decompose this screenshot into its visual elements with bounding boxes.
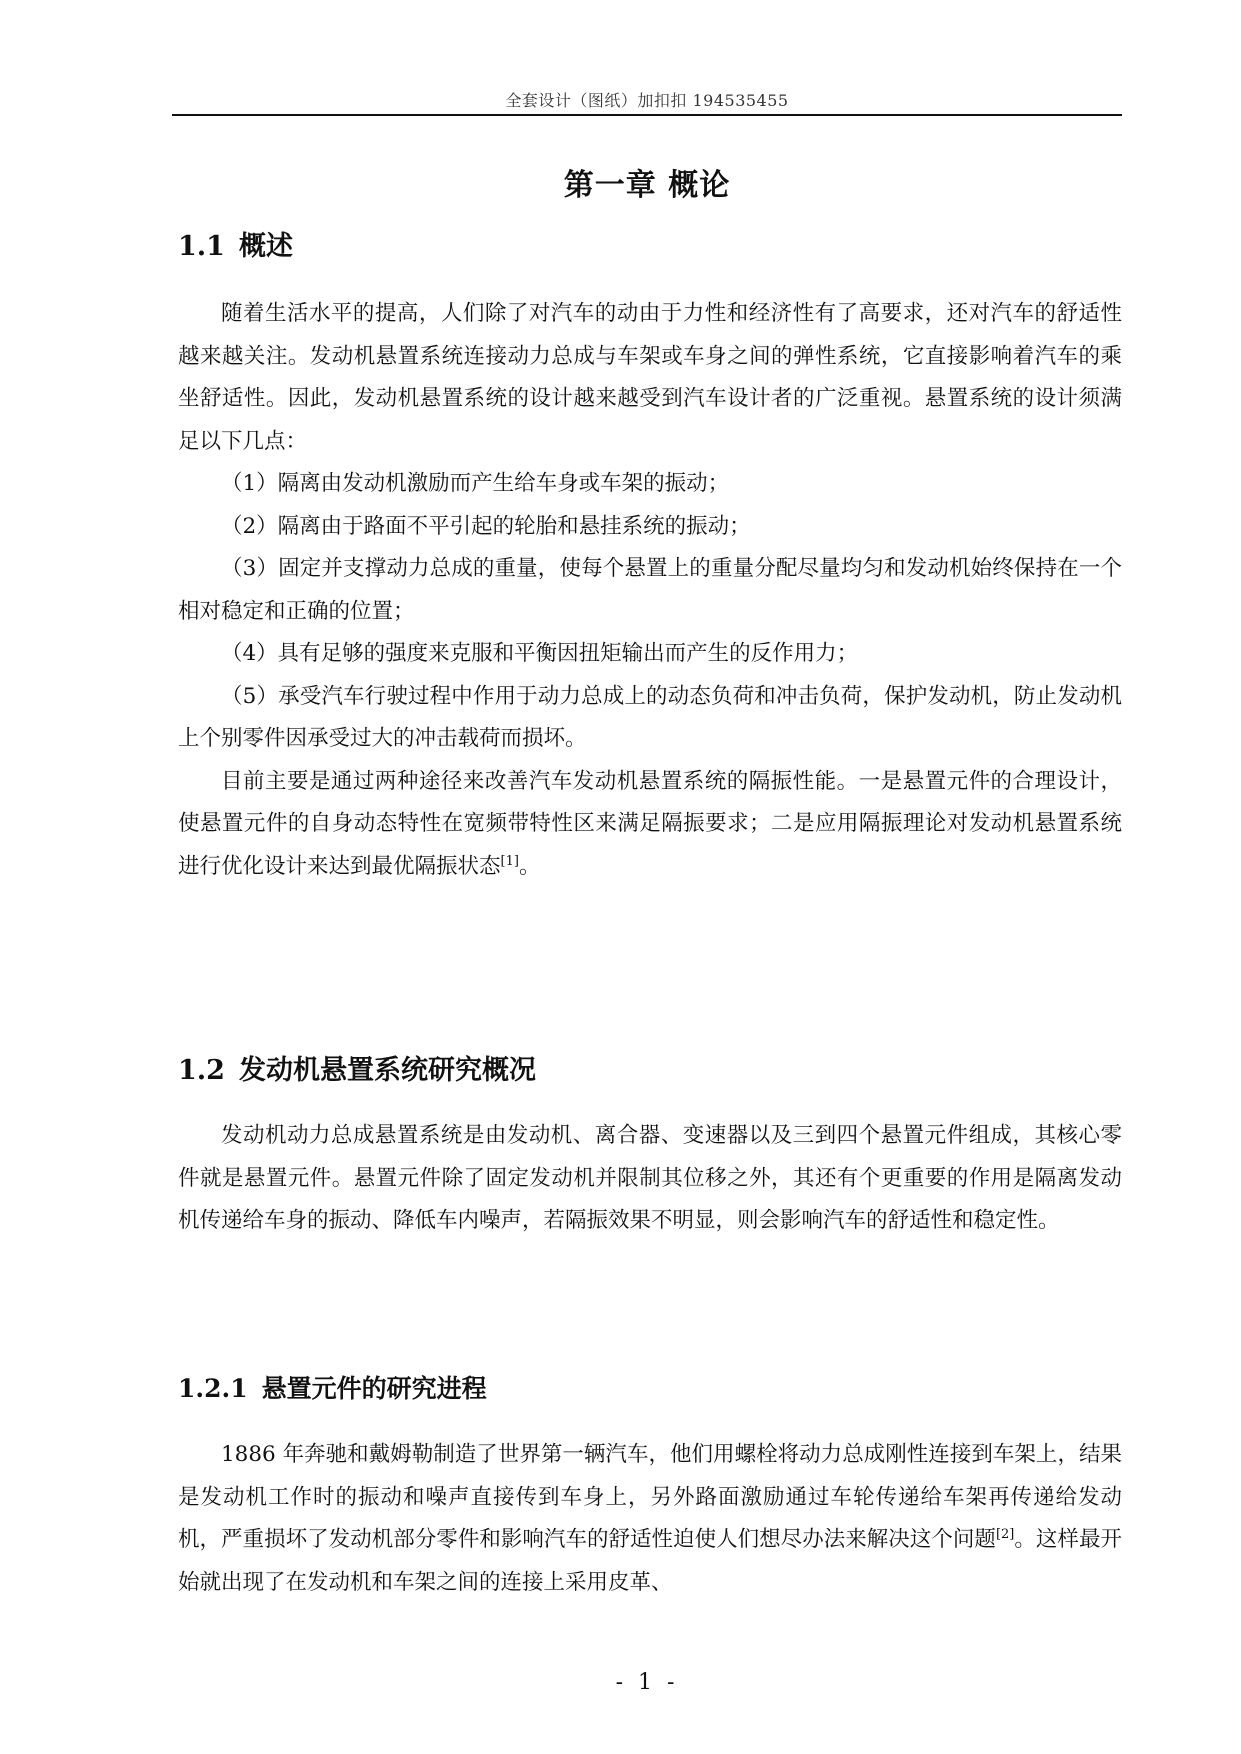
section-heading-1-2 bbox=[178, 1048, 536, 1087]
section-1-2-body bbox=[178, 1115, 1122, 1243]
page-header: 全套设计（图纸）加扣扣 194535455 bbox=[505, 91, 789, 110]
section-title: 概述 bbox=[238, 231, 293, 262]
paragraph-text: 目前主要是通过两种途径来改善汽车发动机悬置系统的隔振性能。一是悬置元件的合理设计，使悬置元件的自身动态特性在宽频带特性区来满足隔振要求；二是应用隔振理论对发动机悬置系统进行优化设计来达到最优隔振状态 bbox=[178, 768, 1122, 879]
section-number: 1.1 bbox=[178, 231, 225, 262]
citation-ref: [2] bbox=[995, 1526, 1015, 1542]
page-number: - 1 - bbox=[615, 1670, 679, 1695]
section-1-1-body bbox=[178, 293, 1122, 888]
section-title: 悬置元件的研究进程 bbox=[261, 1374, 487, 1403]
paragraph bbox=[178, 761, 1122, 889]
section-heading-1-1 bbox=[178, 224, 293, 263]
paragraph bbox=[178, 1434, 1122, 1604]
paragraph: 随着生活水平的提高，人们除了对汽车的动由于力性和经济性有了高要求，还对汽车的舒适性越来越关注。发动机悬置系统连接动力总成与车架或车身之间的弹性系统，它直接影响着汽车的乘坐舒适性。因此，发动机悬置系统的设计越来越受到汽车设计者的广泛重视。悬置系统的设计须满足以下几点： bbox=[178, 301, 1122, 454]
chapter-title: 第一章 概论 bbox=[563, 168, 731, 203]
paragraph-text: 1886 年奔驰和戴姆勒制造了世界第一辆汽车，他们用螺栓将动力总成刚性连接到车架上，结果是发动机工作时的振动和噪声直接传到车身上，另外路面激励通过车轮传递给车架再传递给发动机，严重损坏了发动机部分零件和影响汽车的舒适性迫使人们想尽办法来解决这个问题 bbox=[178, 1442, 1122, 1552]
list-item: （1）隔离由发动机激励而产生给车身或车架的振动； bbox=[221, 471, 730, 496]
list-item: （3）固定并支撑动力总成的重量，使每个悬置上的重量分配尽量均匀和发动机始终保持在一个相对稳定和正确的位置； bbox=[178, 556, 1122, 624]
paragraph-end: 。这样最开始就出现了在发动机和车架之间的连接上采用皮革、 bbox=[178, 1527, 1122, 1595]
section-number: 1.2.1 bbox=[178, 1374, 248, 1403]
paragraph: 发动机动力总成悬置系统是由发动机、离合器、变速器以及三到四个悬置元件组成，其核心零件就是悬置元件。悬置元件除了固定发动机并限制其位移之外，其还有个更重要的作用是隔离发动机传递给车身的振动、降低车内噪声，若隔振效果不明显，则会影响汽车的舒适性和稳定性。 bbox=[178, 1123, 1122, 1233]
paragraph-end: 。 bbox=[518, 853, 541, 879]
section-1-2-1-body bbox=[178, 1434, 1122, 1604]
list-item: （4）具有足够的强度来克服和平衡因扭矩输出而产生的反作用力； bbox=[221, 641, 859, 666]
citation-ref: [1] bbox=[500, 853, 519, 869]
section-number: 1.2 bbox=[178, 1055, 225, 1086]
section-heading-1-2-1 bbox=[178, 1369, 487, 1405]
header-divider bbox=[172, 114, 1122, 116]
list-item: （5）承受汽车行驶过程中作用于动力总成上的动态负荷和冲击负荷，保护发动机，防止发动机上个别零件因承受过大的冲击载荷而损坏。 bbox=[178, 683, 1122, 751]
list-item: （2）隔离由于路面不平引起的轮胎和悬挂系统的振动； bbox=[221, 513, 751, 539]
section-title: 发动机悬置系统研究概况 bbox=[238, 1055, 536, 1086]
